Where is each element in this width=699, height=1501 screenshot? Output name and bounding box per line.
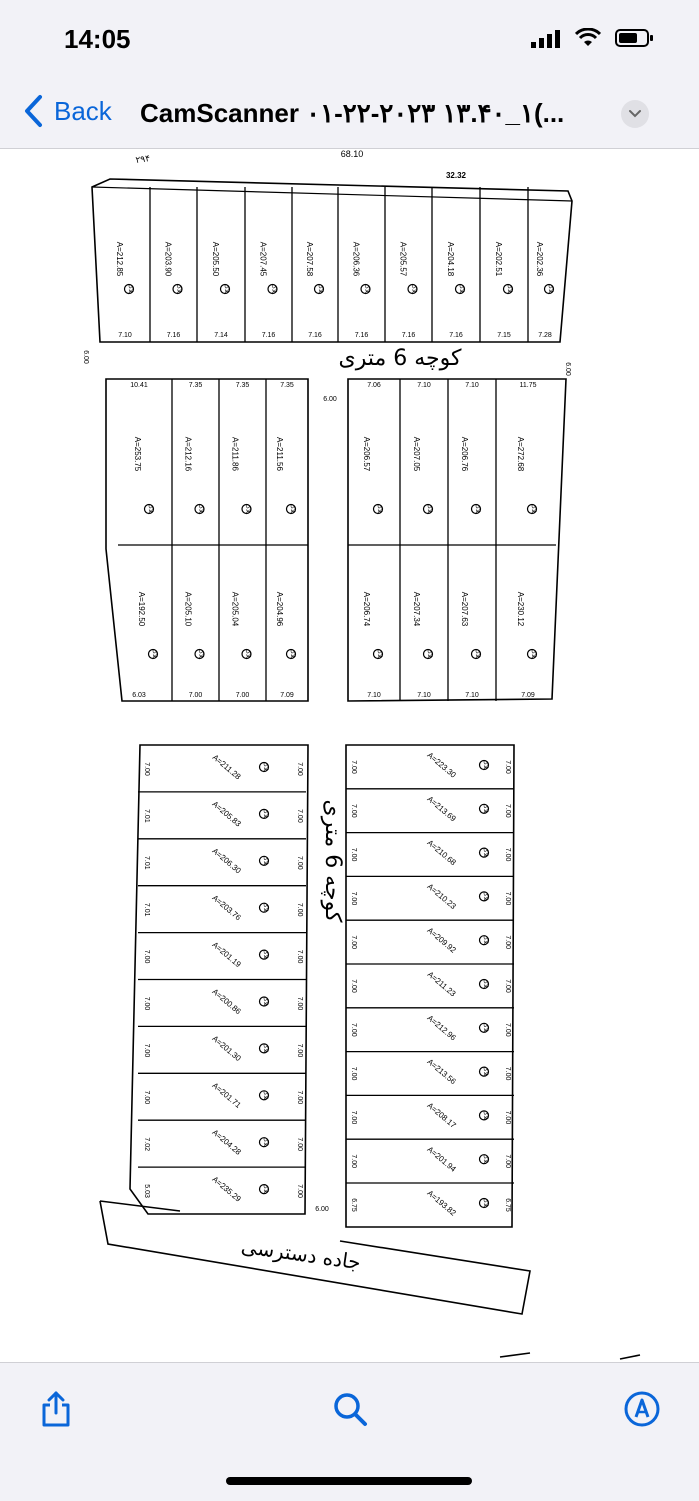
plot-area-row3: A=230.12 [516, 591, 525, 627]
plot-area-left-col: A=235.29 [210, 1174, 243, 1204]
plot-label: پلاک [482, 1153, 488, 1165]
plot-area-top: A=205.50 [211, 241, 220, 277]
plot-area-right-col: A=208.17 [425, 1100, 458, 1131]
plot-label: پلاک [376, 648, 382, 660]
plot-label: پلاک [482, 759, 488, 771]
plot-dim: 7.00 [504, 1066, 511, 1081]
plot-label: پلاک [482, 1110, 488, 1121]
plot-area-left-col: A=211.28 [210, 752, 243, 782]
plot-dim: 7.00 [143, 1043, 150, 1058]
plot-label: پلاک [376, 503, 382, 515]
plot-dim-top: 7.16 [261, 332, 276, 339]
plot-label: پلاک [175, 283, 182, 295]
plot-label: پلاک [262, 1089, 268, 1101]
top-edge-label: 32.32 [445, 171, 467, 180]
plot-label: پلاک [262, 1043, 268, 1054]
plot-area-right-col: A=201.94 [425, 1144, 458, 1174]
nav-bar [0, 80, 699, 149]
share-icon[interactable] [36, 1389, 76, 1429]
plot-dim: 7.00 [296, 1090, 303, 1105]
plot-dim-top: 7.16 [449, 332, 463, 339]
plot-label: پلاک [262, 902, 268, 914]
plot-dim-top: 7.14 [214, 332, 228, 339]
plot-dim: 7.00 [504, 891, 511, 906]
plot-area-right-col: A=213.69 [425, 794, 458, 824]
plot-dim: 6.75 [504, 1198, 511, 1212]
plot-dim: 7.00 [504, 847, 511, 862]
plot-label: پلاک [458, 283, 464, 295]
plot-dim: 7.01 [143, 809, 150, 823]
plot-area-left-col: A=200.86 [210, 987, 243, 1017]
plot-label: پلاک [147, 503, 153, 515]
plot-label: پلاک [262, 1183, 268, 1195]
plot-area-top: A=207.45 [258, 241, 268, 277]
plot-dim: 7.00 [350, 1022, 357, 1037]
plot-dim: 7.10 [465, 382, 479, 389]
plot-label: پلاک [197, 503, 204, 515]
plot-dim: 7.00 [296, 996, 303, 1011]
plot-dim: 7.00 [143, 762, 150, 776]
plot-dim: 7.06 [367, 382, 381, 389]
plot-dim-top: 7.28 [538, 332, 552, 339]
document-title: CamScanner ۰۱-۲۲-۲۰۲۳ ۱۳.۴۰_۱(... [140, 98, 565, 128]
plot-area-left-col: A=201.71 [210, 1080, 243, 1110]
street-width: 6.00 [315, 1206, 329, 1213]
markup-icon[interactable] [622, 1389, 662, 1429]
plot-label: پلاک [482, 803, 488, 815]
status-bar [0, 0, 699, 80]
plot-area-row2: A=211.56 [275, 437, 284, 471]
plot-dim: 7.00 [504, 935, 511, 950]
plot-dim: 7.00 [504, 760, 511, 774]
plot-area-row3: A=207.63 [460, 591, 469, 627]
plot-area-left-col: A=203.76 [210, 893, 243, 923]
plot-dim: 7.00 [350, 847, 357, 862]
plot-label: پلاک [270, 283, 277, 295]
battery-icon [615, 29, 649, 47]
plot-label: پلاک [262, 761, 268, 773]
plot-label: پلاک [223, 283, 229, 295]
plot-area-row3: A=206.74 [362, 591, 371, 627]
status-time: 14:05 [64, 24, 131, 54]
plot-dim: 7.00 [504, 979, 511, 993]
plot-dim: 7.00 [350, 1066, 357, 1081]
plot-area-row3: A=205.04 [230, 591, 240, 627]
street-width: 6.00 [564, 362, 571, 376]
plot-dim: 7.00 [296, 762, 303, 776]
plot-dim: 7.00 [143, 949, 150, 964]
plot-label: پلاک [410, 283, 417, 295]
plot-label: پلاک [547, 283, 553, 295]
plot-label: پلاک [262, 855, 268, 867]
plot-dim: 7.35 [188, 382, 203, 389]
plot-label: پلاک [317, 283, 323, 295]
home-indicator [226, 1477, 472, 1485]
plot-label: پلاک [262, 949, 268, 960]
plot-dim-top: 7.16 [354, 332, 369, 339]
plot-dim: 7.00 [235, 692, 250, 699]
plot-dim: 7.00 [296, 902, 303, 917]
plot-area-right-col: A=193.82 [425, 1188, 458, 1218]
plot-dim: 7.00 [504, 1022, 511, 1037]
plot-dim: 6.03 [132, 692, 146, 699]
plot-label: پلاک [482, 1022, 488, 1034]
plot-dim: 5.03 [143, 1184, 150, 1198]
plot-label: پلاک [474, 648, 480, 660]
plot-dim: 7.00 [296, 809, 303, 823]
scan-mark [500, 1353, 530, 1357]
plot-dim: 7.00 [504, 803, 511, 818]
top-width-label: 68.10 [340, 149, 364, 159]
plot-area-right-col: A=210.68 [425, 838, 458, 868]
wifi-icon [575, 28, 601, 48]
plot-dim: 7.00 [188, 692, 203, 699]
plot-dim-top: 7.15 [497, 332, 511, 339]
status-icons [531, 28, 649, 48]
signal-icon [531, 28, 561, 48]
plot-area-top: A=202.36 [535, 241, 544, 277]
search-icon[interactable] [330, 1389, 370, 1429]
plot-dim-top: 7.16 [401, 332, 416, 339]
plot-dim: 7.00 [296, 1184, 303, 1198]
access-road-label: جاده دسترسی [239, 1233, 363, 1275]
plot-area-left-col: A=201.30 [210, 1033, 243, 1064]
plot-area-right-col: A=223.30 [425, 750, 458, 780]
plot-area-top: A=206.36 [351, 241, 361, 277]
plot-label: پلاک [262, 1136, 268, 1148]
plot-area-right-col: A=213.56 [425, 1057, 458, 1087]
plot-dim: 7.00 [143, 1090, 150, 1105]
plot-area-top: A=207.58 [305, 241, 314, 277]
plot-label: پلاک [482, 978, 488, 990]
plot-dim: 7.00 [143, 996, 150, 1011]
plot-area-row2: A=207.05 [412, 436, 421, 472]
plot-dim: 7.10 [417, 692, 431, 699]
plot-label: پلاک [262, 996, 268, 1007]
plot-dim: 7.01 [143, 855, 150, 870]
plot-dim: 7.02 [143, 1137, 150, 1152]
plot-label: پلاک [482, 934, 488, 946]
plot-area-top: A=205.57 [398, 241, 408, 277]
plot-dim: 7.00 [350, 935, 357, 950]
plot-dim: 7.10 [465, 692, 479, 699]
plot-label: پلاک [482, 847, 488, 858]
corner-label: ۲۹۴ [134, 153, 151, 165]
plot-dim: 7.00 [350, 891, 357, 906]
plot-label: پلاک [289, 648, 295, 660]
plot-label: پلاک [474, 503, 480, 515]
plot-label: پلاک [289, 503, 295, 515]
plot-dim-top: 7.16 [308, 332, 322, 339]
plot-area-top: A=212.85 [115, 241, 124, 277]
plot-dim: 7.10 [417, 382, 431, 389]
plot-dim: 7.00 [296, 1137, 303, 1152]
plot-dim: 7.00 [350, 1110, 357, 1125]
chevron-left-icon [22, 94, 44, 128]
plot-dim-top: 7.10 [118, 332, 132, 339]
plot-dim: 7.00 [296, 1043, 303, 1058]
plot-label: پلاک [151, 648, 157, 660]
plot-dim: 7.00 [350, 1154, 357, 1169]
plot-dim: 7.09 [280, 692, 294, 699]
plot-dim: 7.00 [350, 760, 357, 774]
plot-label: پلاک [426, 503, 432, 515]
street-width: 6.00 [323, 396, 337, 403]
plot-dim: 7.00 [504, 1154, 511, 1169]
plot-area-row2: A=206.57 [362, 436, 371, 472]
left-block-outline [106, 379, 308, 701]
plot-label: پلاک [426, 648, 432, 660]
plot-area-row2: A=206.76 [460, 436, 469, 472]
street-width: 6.00 [82, 350, 89, 364]
plot-dim: 7.00 [296, 855, 303, 870]
title-menu-button[interactable] [621, 100, 649, 128]
plot-area-row2: A=212.16 [183, 436, 193, 472]
plot-label: پلاک [262, 808, 268, 820]
plot-area-top: A=203.90 [163, 241, 173, 277]
scan-mark [620, 1355, 640, 1359]
plot-dim: 7.00 [296, 949, 303, 964]
plot-label: پلاک [506, 283, 512, 295]
street-middle-label: کوچه 6 متری [320, 799, 345, 923]
plot-label: پلاک [127, 283, 133, 295]
plot-area-row3: A=205.10 [183, 591, 193, 627]
plot-dim: 7.35 [235, 382, 250, 389]
plot-dim: 7.10 [367, 692, 381, 699]
plot-label: پلاک [244, 648, 251, 660]
plot-area-right-col: A=211.23 [425, 969, 458, 999]
plot-area-right-col: A=209.92 [425, 925, 458, 955]
plot-label: پلاک [482, 1066, 488, 1077]
plot-dim: 7.00 [350, 803, 357, 818]
plot-area-left-col: A=204.28 [210, 1127, 243, 1157]
plot-dim: 7.09 [521, 692, 535, 699]
plot-label: پلاک [482, 1197, 488, 1209]
plot-area-left-col: A=201.19 [210, 940, 243, 970]
document-view[interactable] [0, 149, 699, 1362]
plot-area-row3: A=192.50 [137, 591, 146, 627]
plot-dim: 11.75 [519, 382, 537, 389]
plot-dim: 7.01 [143, 902, 150, 917]
plot-area-row2: A=253.75 [133, 436, 142, 472]
plot-area-row3: A=207.34 [412, 591, 421, 627]
street-top-label: کوچه 6 متری [338, 346, 462, 371]
site-plan [0, 149, 699, 1362]
plot-dim-top: 7.16 [166, 332, 181, 339]
plot-area-row2: A=211.86 [230, 437, 240, 471]
plot-label: پلاک [244, 503, 251, 515]
plot-label: پلاک [363, 283, 370, 295]
chevron-down-icon [628, 109, 642, 119]
plot-dim: 7.00 [350, 979, 357, 993]
plot-dim: 10.41 [130, 382, 148, 389]
plot-area-top: A=204.18 [446, 241, 455, 277]
plot-dim: 7.35 [280, 382, 294, 389]
plot-label: پلاک [197, 648, 204, 660]
plot-dim: 7.00 [504, 1110, 511, 1125]
plot-area-top: A=202.51 [494, 241, 503, 277]
plot-area-left-col: A=205.83 [210, 799, 243, 829]
plot-label: پلاک [530, 503, 536, 515]
plot-area-left-col: A=206.30 [210, 846, 243, 876]
plot-label: پلاک [530, 648, 536, 660]
plot-area-right-col: A=212.96 [425, 1013, 458, 1043]
plot-label: پلاک [482, 891, 488, 902]
back-label: Back [54, 95, 112, 126]
plot-area-row2: A=272.68 [516, 436, 525, 472]
plot-area-row3: A=204.96 [275, 591, 284, 627]
plot-dim: 6.75 [350, 1198, 357, 1212]
back-button[interactable] [22, 94, 112, 128]
plot-area-right-col: A=210.23 [425, 881, 458, 912]
